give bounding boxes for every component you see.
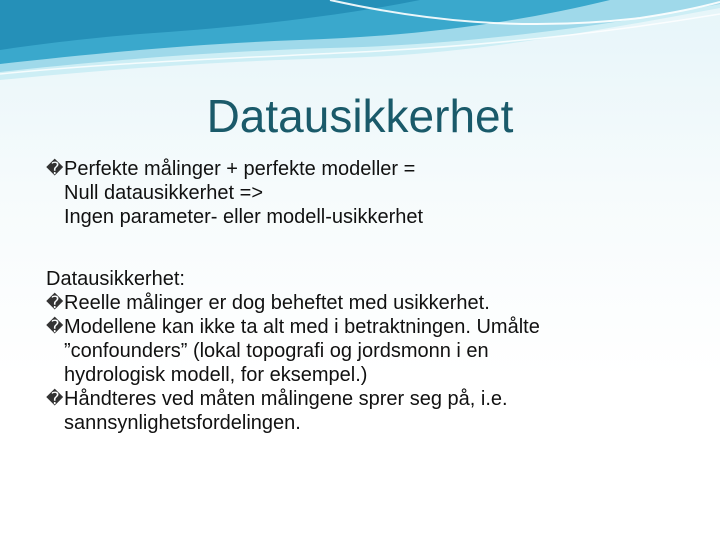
bullet-line: Modellene kan ikke ta alt med i betraktningen. Umålte (64, 316, 540, 338)
spacer (46, 229, 696, 267)
bullet-line: Håndteres ved måten målingene sprer seg på, i.e. (64, 388, 508, 410)
bullet-text (64, 387, 696, 435)
bullet-item-1 (46, 291, 696, 315)
bullet-line: hydrologisk modell, for eksempel.) (64, 364, 368, 386)
bullet-block-1 (46, 157, 696, 229)
bullet-line: ”confounders” (lokal topografi og jordsmonn i en (64, 340, 489, 362)
bullet-text (64, 157, 696, 229)
header-wave-decoration (0, 0, 720, 90)
bullet-line: Perfekte målinger + perfekte modeller = (64, 158, 416, 180)
bullet-line: sannsynlighetsfordelingen. (64, 412, 301, 434)
slide-body (46, 157, 696, 435)
bullet-line: Null datausikkerhet => (64, 182, 264, 204)
bullet-text (64, 315, 696, 387)
bullet-marker: � (46, 293, 64, 313)
bullet-item-2 (46, 315, 696, 387)
bullet-marker: � (46, 389, 64, 409)
subheading: Datausikkerhet: (46, 268, 185, 290)
bullet-marker: � (46, 159, 64, 179)
bullet-text (64, 291, 696, 315)
bullet-line: Reelle målinger er dog beheftet med usikkerhet. (64, 292, 490, 314)
bullet-marker: � (46, 317, 64, 337)
bullet-item-3 (46, 387, 696, 435)
slide-title: Datausikkerhet (206, 90, 514, 142)
bullet-line: Ingen parameter- eller modell-usikkerhet (64, 206, 424, 228)
